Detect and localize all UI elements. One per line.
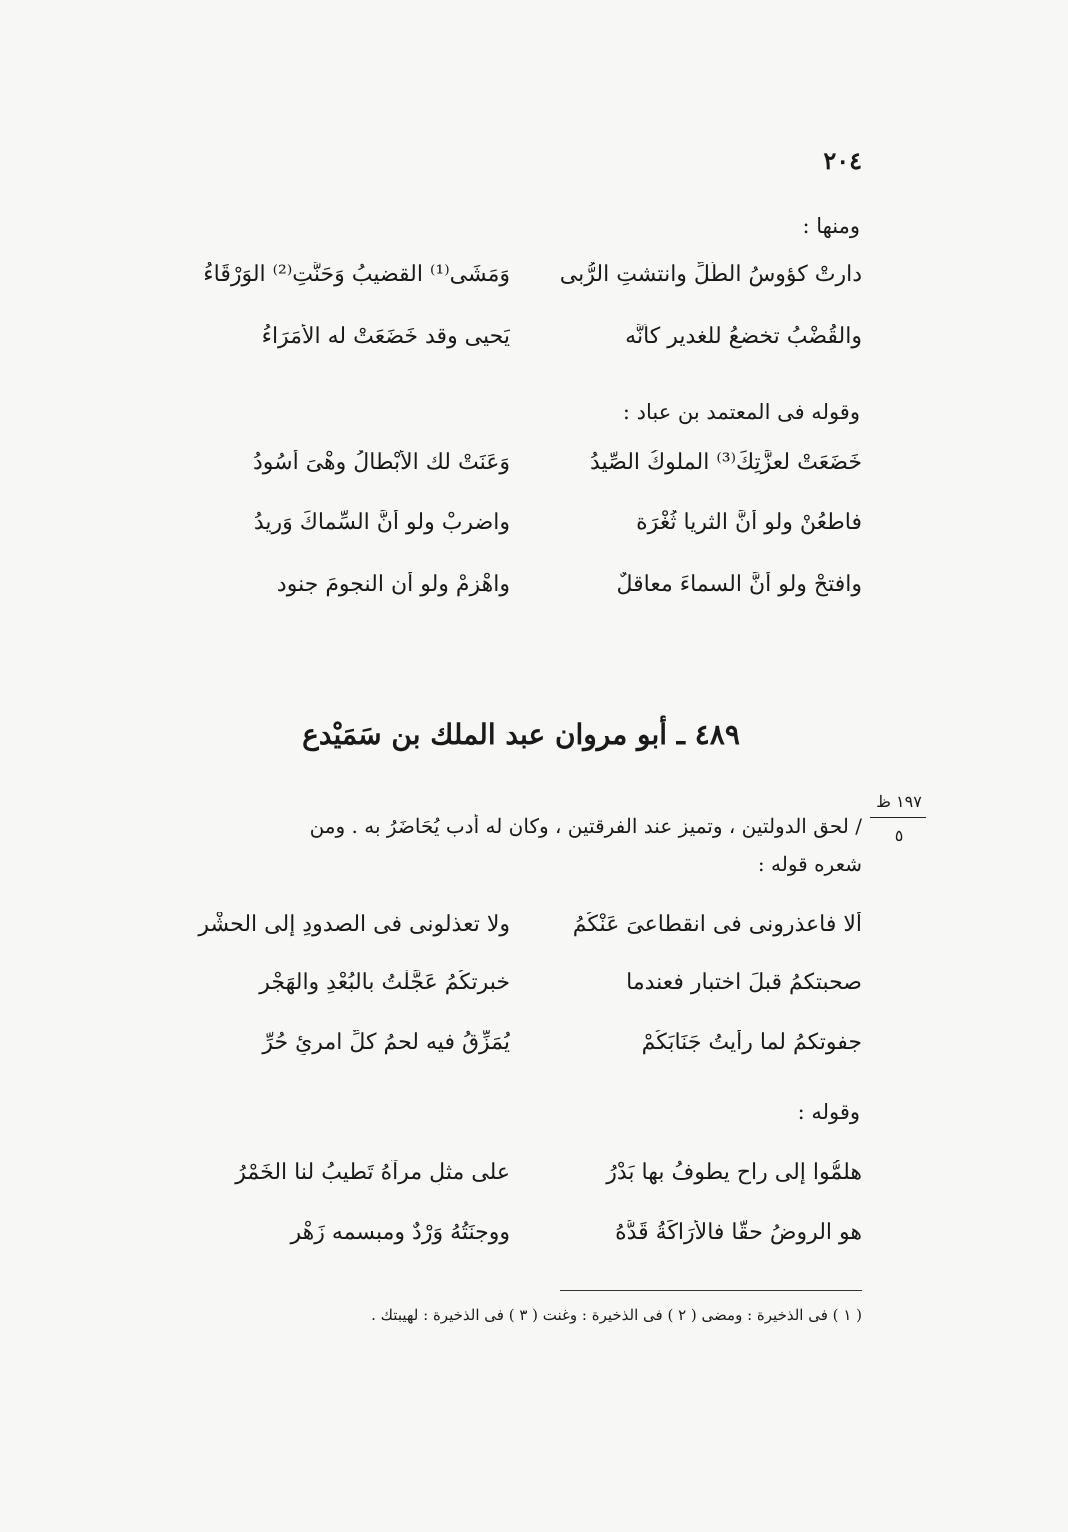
verse-line [180, 510, 862, 550]
verse-line [180, 450, 862, 490]
verse-first-hemistich: وافتحْ ولو أنَّ السماءَ معاقلٌ [616, 572, 862, 597]
footnotes: ( ١ ) فى الذخيرة : ومضى ( ٢ ) فى الذخيرة : وغنت ( ٣ ) فى الذخيرة : لهيبتك . [371, 1306, 862, 1324]
verse-second-hemistich: يُمَزِّقُ فيه لحمُ كلِّ امرئٍ حُرِّ [262, 1030, 510, 1055]
verse-line [180, 1030, 862, 1070]
mutamid-label: وقوله فى المعتمد بن عباد : [622, 400, 860, 424]
page-number: ٢٠٤ [823, 146, 862, 175]
margin-note-divider [870, 817, 926, 818]
margin-folio-note: ١٩٧ ظ [876, 792, 922, 811]
verse-line [180, 1160, 862, 1200]
section-heading: ٤٨٩ ـ أبو مروان عبد الملك بن سَمَيْدع [302, 718, 740, 751]
qawluh-label: وقوله : [797, 1100, 860, 1124]
verse-second-hemistich: ولا تعذلونى فى الصدودِ إلى الحشْرِ [198, 912, 510, 937]
verse-first-hemistich: والقُضْبُ تخضعُ للغديرِ كأنَّه [625, 324, 862, 349]
verse-second-hemistich: يَحيى وقد خَضَعَتْ له الأُمَرَاءُ [261, 324, 510, 349]
verse-line [180, 572, 862, 612]
footnote-divider [560, 1290, 862, 1291]
verse-first-hemistich: خَضَعَتْ لعزَّتِكَ⁽³⁾ الملوكُ الصِّيدُ [589, 450, 862, 475]
verse-second-hemistich: ووجنَتُهُ وَرْدٌ ومبسمه زَهْر [290, 1220, 510, 1245]
verse-first-hemistich: فاطعُنْ ولو أنَّ الثريا ثُغْرَة [636, 510, 862, 535]
verse-first-hemistich: هلمُّوا إلى راحٍ يطوفُ بها بَدْرُ [606, 1160, 862, 1185]
verse-second-hemistich: واهْزِمْ ولو أن النجومَ جنود [276, 572, 510, 597]
verse-second-hemistich: وَعَنَتْ لك الأَبْطالُ وهْىَ أُسُودُ [253, 450, 510, 475]
verse-line [180, 970, 862, 1010]
verse-first-hemistich: ألا فاعذرونى فى انقطاعىَ عَنْكُمُ [572, 912, 862, 937]
margin-folio-number: ٥ [894, 826, 904, 845]
verse-line [180, 912, 862, 952]
biography-text: / لحق الدولتين ، وتميز عند الفرقتين ، وكان له أدب يُحَاضَرُ به . ومن [309, 814, 862, 838]
verse-second-hemistich: خبرتكُمُ عَجَّلْتُ بالبُعْدِ والهَجْرِ [259, 970, 510, 995]
verse-first-hemistich: جفوتكمُ لما رأيتُ جَنَابَكُمْ [641, 1030, 862, 1055]
biography-text: شعره قوله : [757, 852, 862, 876]
verse-line [180, 324, 862, 364]
intro-label: ومنها : [802, 214, 860, 238]
verse-second-hemistich: واضربْ ولو أنَّ السِّماكَ وَرِيدُ [253, 510, 510, 535]
verse-second-hemistich: وَمَشَى⁽¹⁾ القضيبُ وَحَنَّتِ⁽²⁾ الوَرْقَاءُ [203, 262, 510, 287]
verse-first-hemistich: دارتْ كؤوسُ الطَّلِّ وانتشتِ الرُّبى [559, 262, 862, 287]
verse-first-hemistich: هو الروضُ حقًّا فالأَرَاكَةُ قَدُّهُ [615, 1220, 862, 1245]
verse-line [180, 262, 862, 302]
verse-first-hemistich: صحبتكمُ قبلَ اختبارٍ فعندما [626, 970, 862, 995]
verse-second-hemistich: على مثلِ مرآهُ تَطيبُ لنا الخَمْرُ [235, 1160, 510, 1185]
verse-line [180, 1220, 862, 1260]
